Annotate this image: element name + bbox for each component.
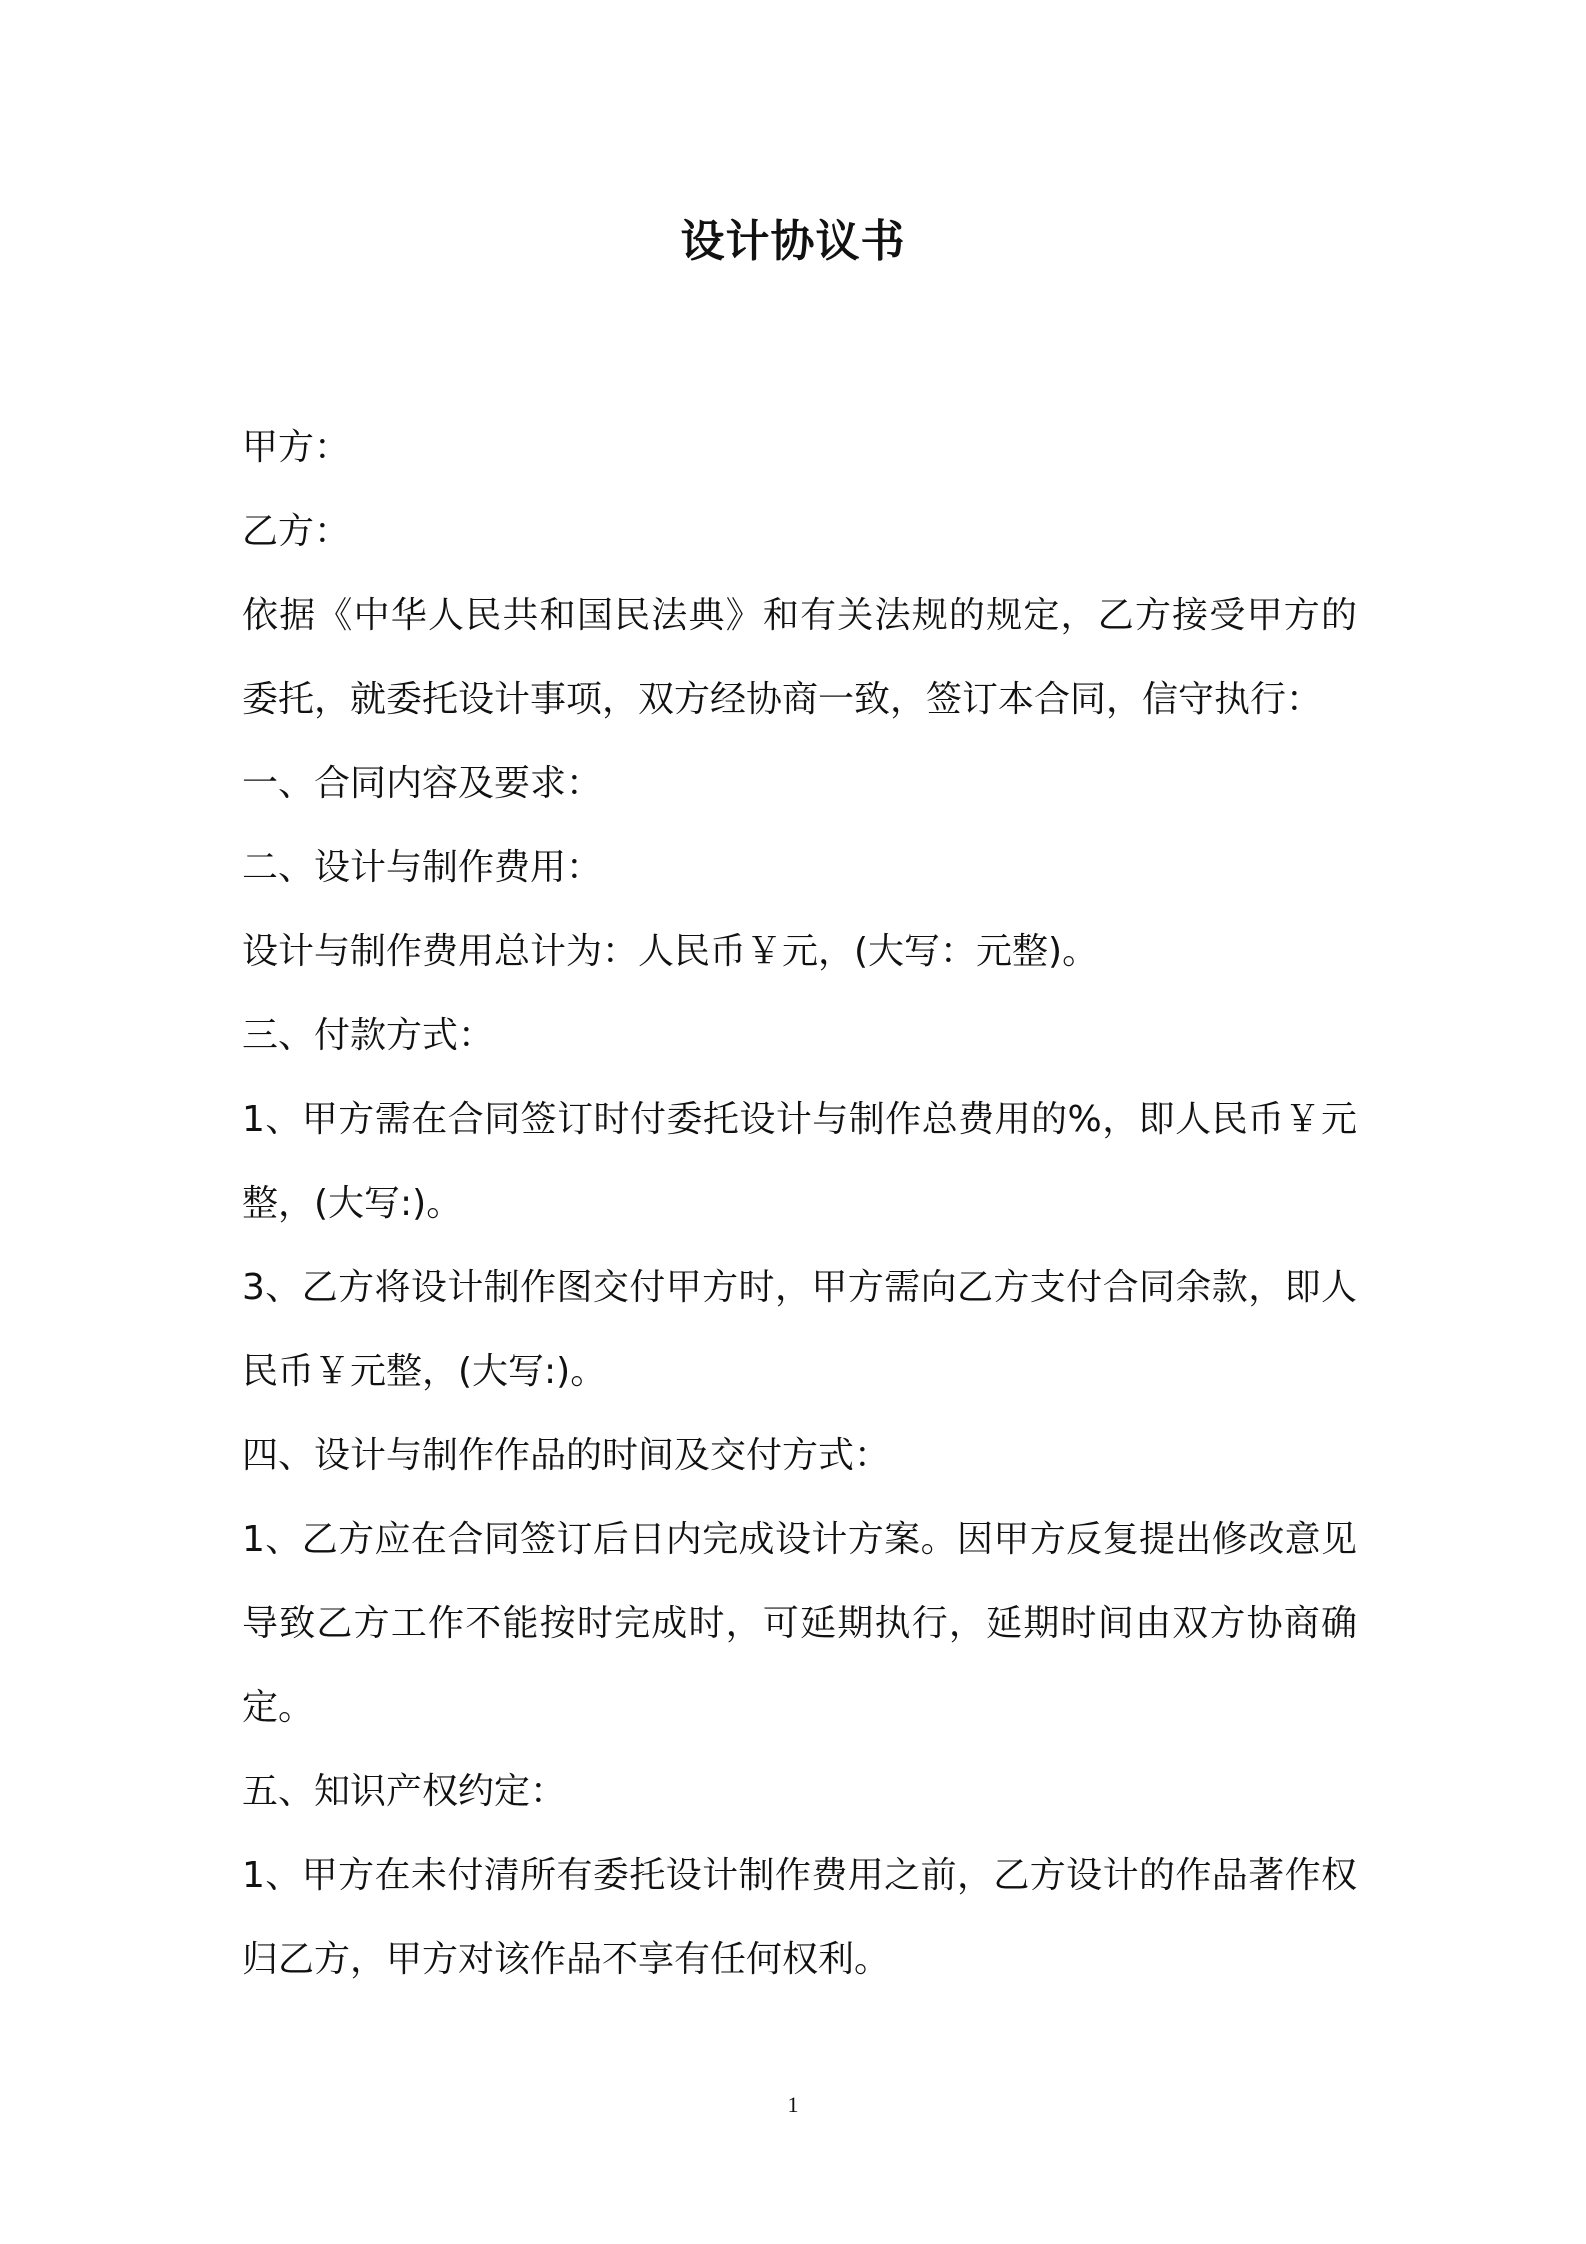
section-heading-payment: 三、付款方式： [242,1015,495,1056]
page-number: 1 [787,2092,799,2117]
party-a-line: 甲方： [242,427,351,468]
payment-clause-3: 3、乙方将设计制作图交付甲方时，甲方需向乙方支付合同余款，即人民币￥元整，(大写:)。 [242,1267,1357,1392]
delivery-clause-1: 1、乙方应在合同签订后日内完成设计方案。因甲方反复提出修改意见导致乙方工作不能按时完成时，可延期执行，延期时间由双方协商确定。 [242,1519,1357,1728]
section-heading-ip: 五、知识产权约定： [242,1771,567,1812]
section-heading-fees: 二、设计与制作费用： [242,847,603,888]
document-title: 设计协议书 [680,216,906,267]
section-heading-delivery: 四、设计与制作作品的时间及交付方式： [242,1435,891,1476]
fee-total-paragraph: 设计与制作费用总计为：人民币￥元，(大写：元整)。 [242,931,1099,972]
section-heading-contents: 一、合同内容及要求： [242,763,603,804]
preamble-paragraph: 依据《中华人民共和国民法典》和有关法规的规定，乙方接受甲方的委托，就委托设计事项，双方经协商一致，签订本合同，信守执行： [242,595,1357,720]
party-b-line: 乙方： [242,511,351,552]
ip-clause-1: 1、甲方在未付清所有委托设计制作费用之前，乙方设计的作品著作权归乙方，甲方对该作品不享有任何权利。 [242,1855,1357,1980]
payment-clause-1: 1、甲方需在合同签订时付委托设计与制作总费用的%，即人民币￥元整，(大写:)。 [242,1099,1357,1224]
document-body [242,406,1357,2002]
